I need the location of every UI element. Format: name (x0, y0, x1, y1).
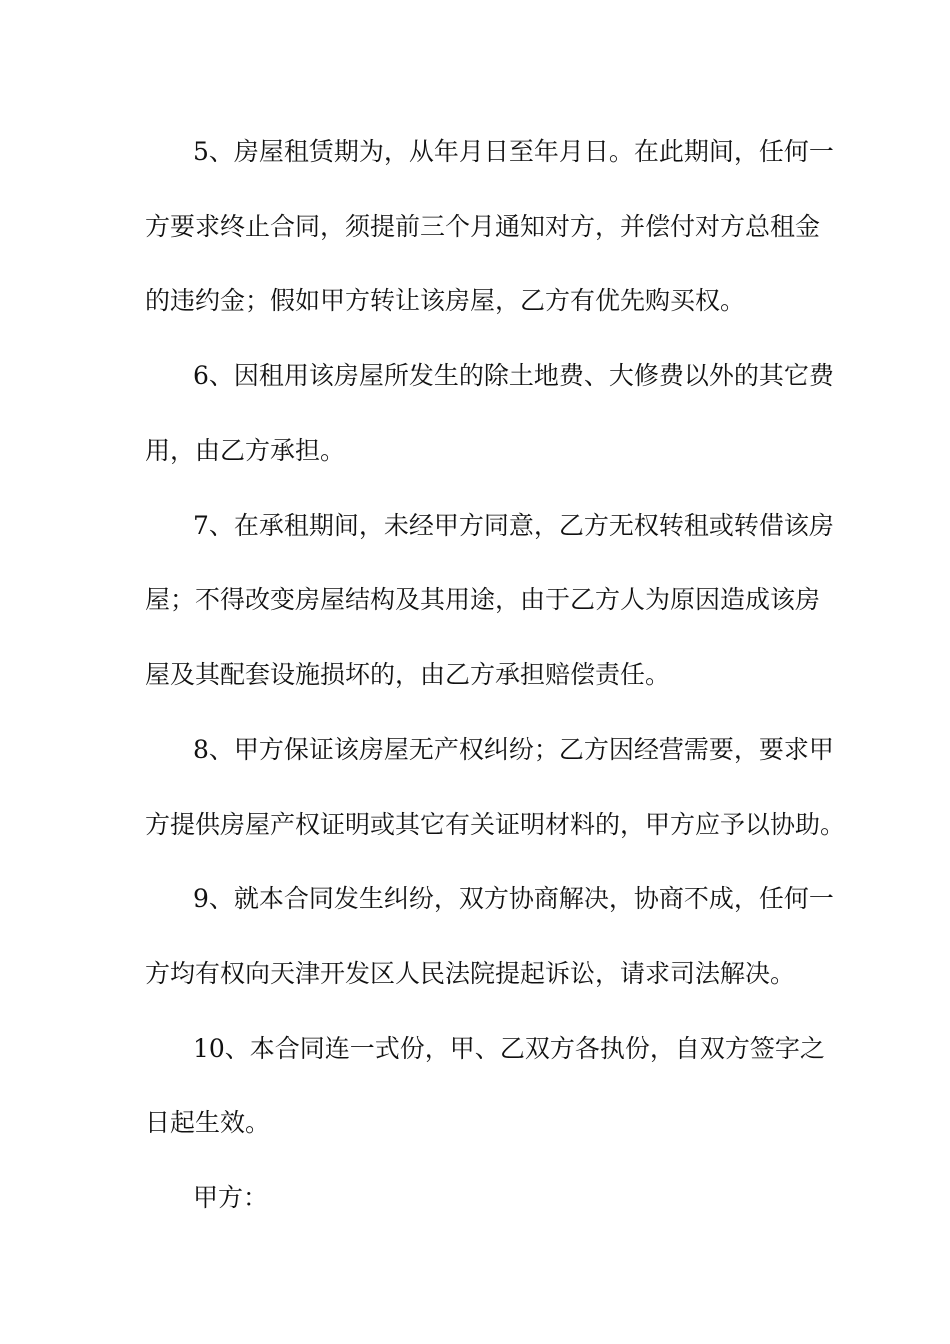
clause-10-line-1: 10、本合同连一式份，甲、乙双方各执份，自双方签字之 (193, 1034, 825, 1063)
party-a-signature-label: 甲方： (193, 1183, 269, 1212)
clause-5-line-2: 方要求终止合同，须提前三个月通知对方，并偿付对方总租金 (145, 212, 821, 241)
clause-7-line-2: 屋；不得改变房屋结构及其用途，由于乙方人为原因造成该房 (145, 585, 821, 614)
clause-7-line-3: 屋及其配套设施损坏的，由乙方承担赔偿责任。 (145, 660, 671, 689)
clause-5-line-1: 5、房屋租赁期为，从年月日至年月日。在此期间，任何一 (193, 137, 834, 166)
clause-8-line-2: 方提供房屋产权证明或其它有关证明材料的，甲方应予以协助。 (145, 810, 846, 839)
clause-6-line-1: 6、因租用该房屋所发生的除土地费、大修费以外的其它费 (193, 361, 834, 390)
clause-10-line-2: 日起生效。 (145, 1108, 271, 1137)
clause-5-line-3: 的违约金；假如甲方转让该房屋，乙方有优先购买权。 (145, 286, 746, 315)
clause-8-line-1: 8、甲方保证该房屋无产权纠纷；乙方因经营需要，要求甲 (193, 735, 834, 764)
clause-9-line-1: 9、就本合同发生纠纷，双方协商解决，协商不成，任何一 (193, 884, 834, 913)
clause-7-line-1: 7、在承租期间，未经甲方同意，乙方无权转租或转借该房 (193, 511, 834, 540)
clause-9-line-2: 方均有权向天津开发区人民法院提起诉讼，请求司法解决。 (145, 959, 796, 988)
clause-6-line-2: 用，由乙方承担。 (145, 436, 346, 465)
